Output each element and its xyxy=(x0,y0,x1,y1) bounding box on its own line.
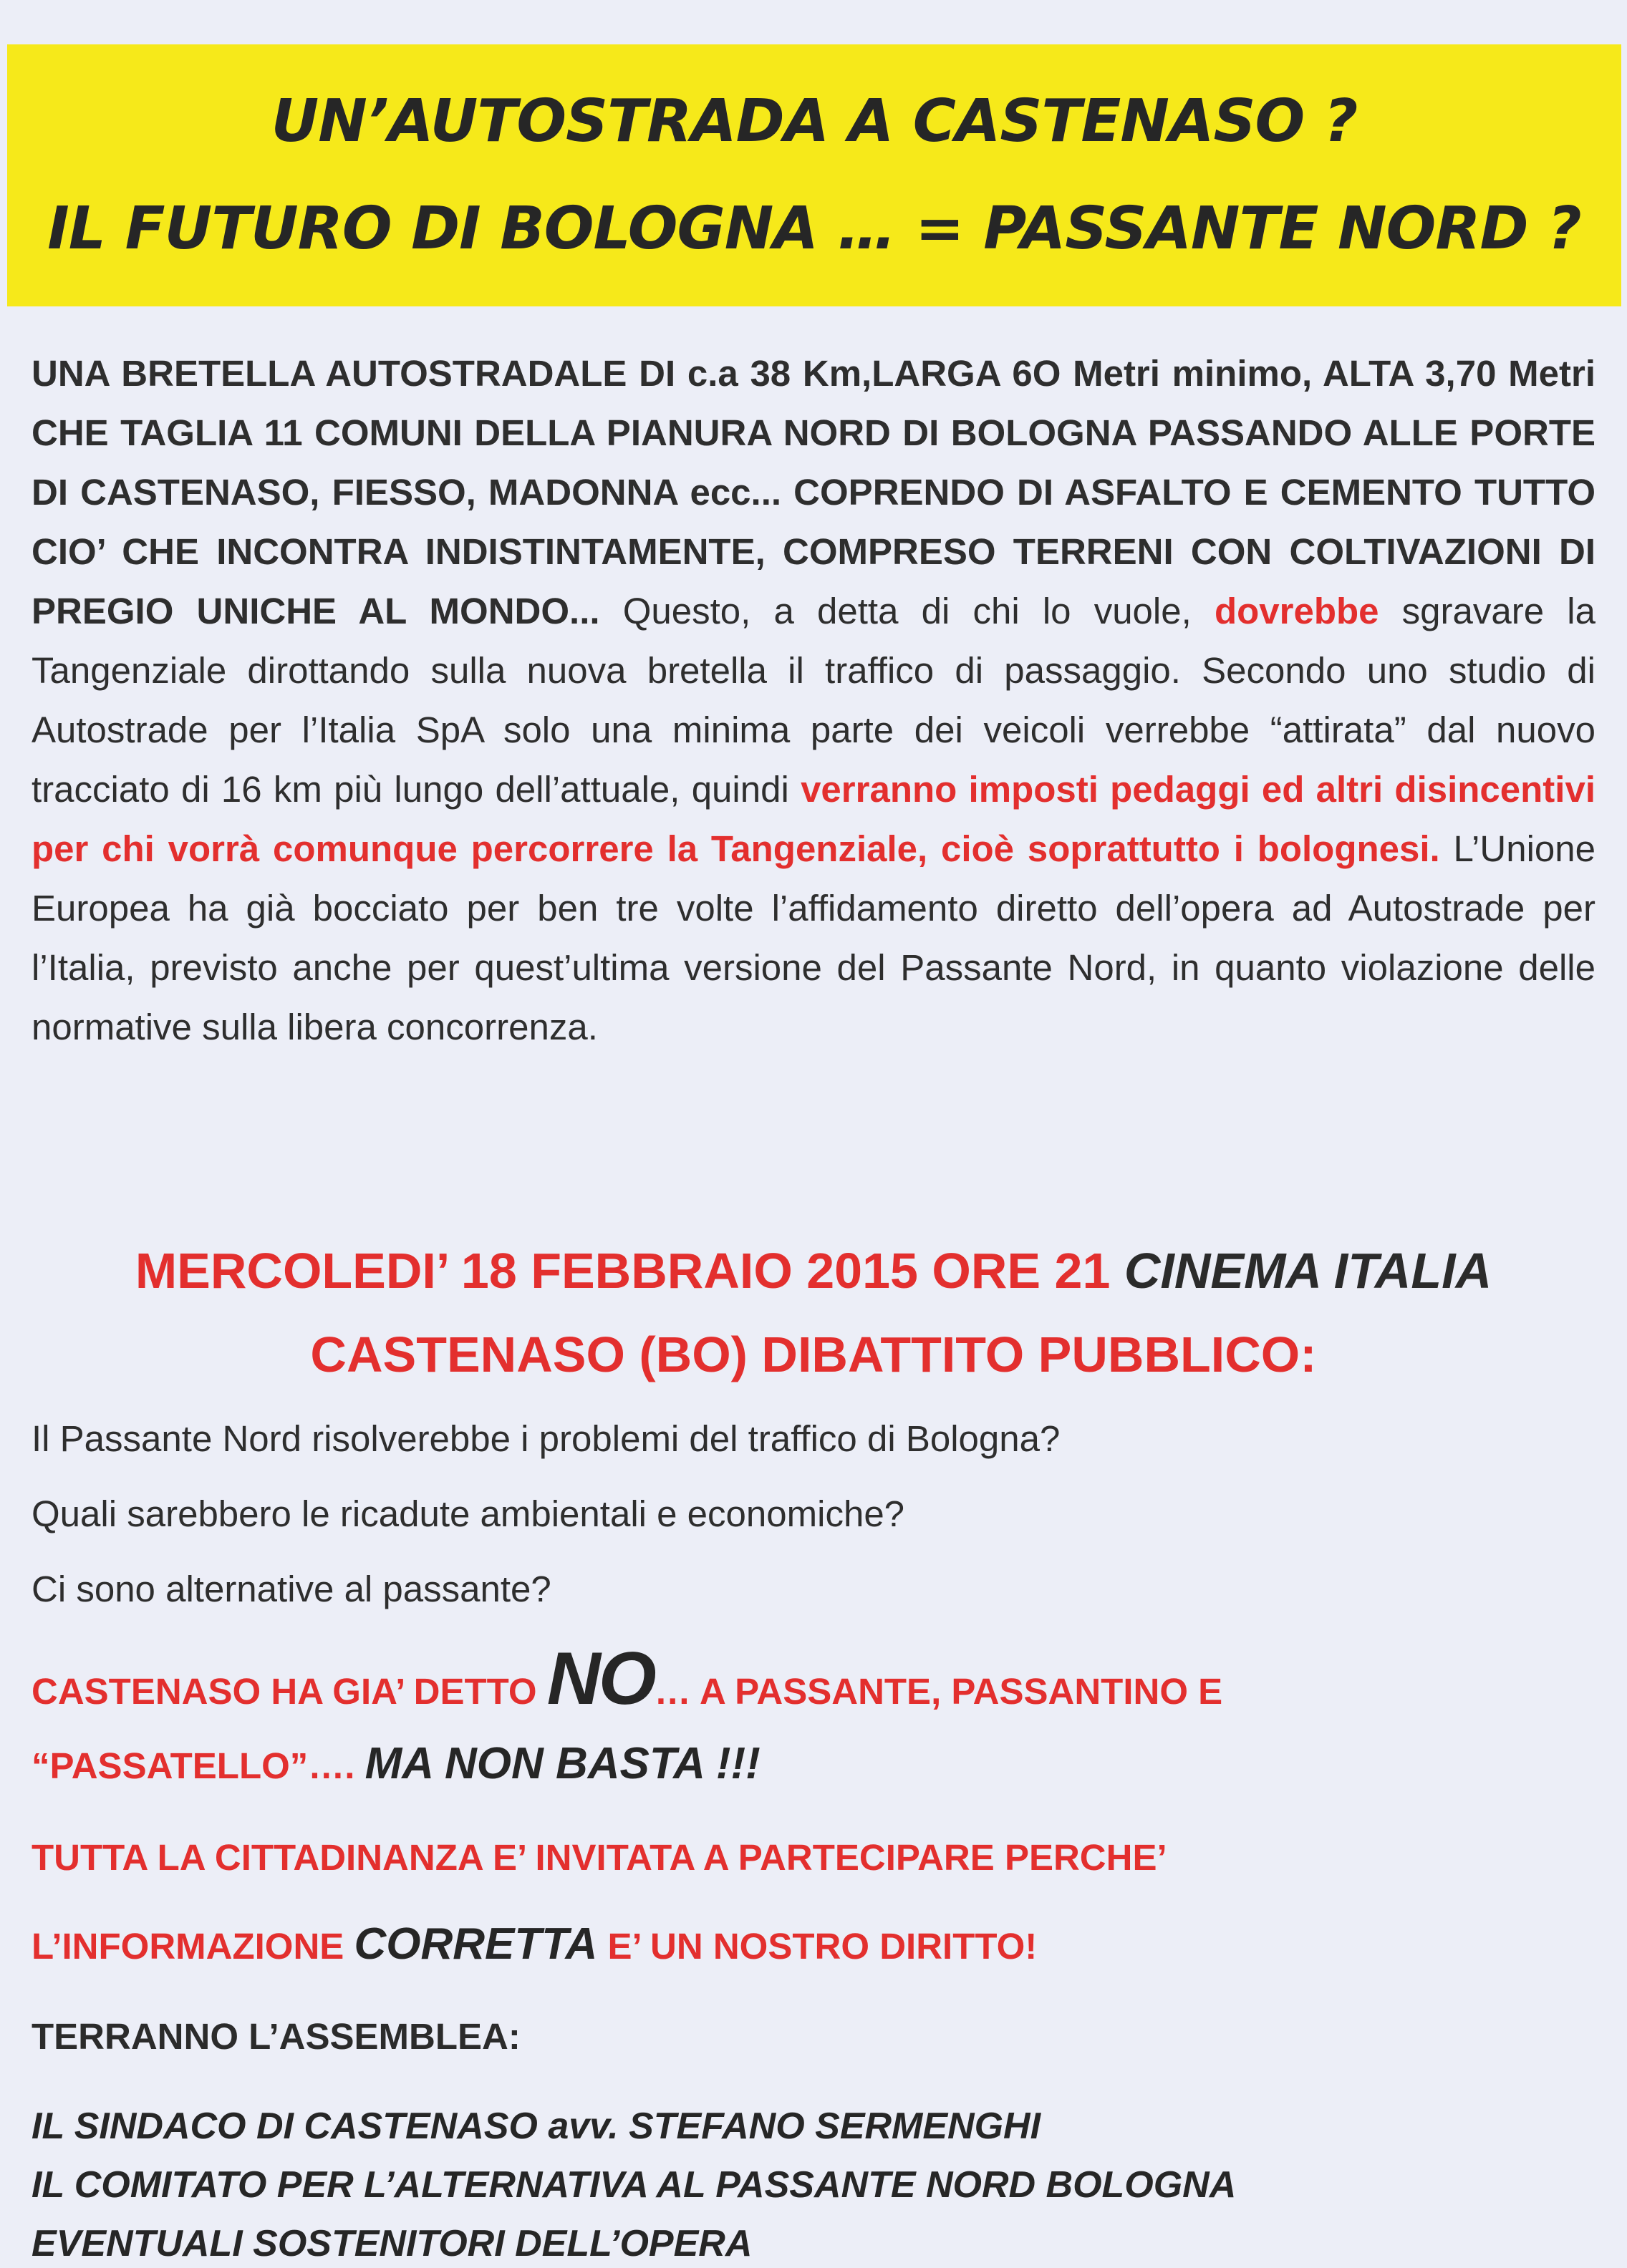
event-date: MERCOLEDI’ 18 FEBBRAIO 2015 ORE 21 xyxy=(135,1243,1124,1299)
event-title-line: CASTENASO (BO) DIBATTITO PUBBLICO: xyxy=(310,1327,1317,1382)
cta-line-1 xyxy=(32,1629,1222,1742)
event-date-line xyxy=(0,1242,1627,1299)
headline-line-2: IL FUTURO DI BOLOGNA … = PASSANTE NORD ? xyxy=(47,195,1581,263)
speaker-2: IL COMITATO PER L’ALTERNATIVA AL PASSANTE NORD BOLOGNA xyxy=(32,2164,1237,2206)
intro-red-sentence: verranno imposti pedaggi ed altri disincentivi per chi vorrà comunque percorrere la Tangenziale, cioè soprattutto i bolognesi. xyxy=(32,769,1595,869)
intro-text-1: Questo, a detta di chi lo vuole, xyxy=(599,591,1215,631)
question-1: Il Passante Nord risolverebbe i problemi del traffico di Bologna? xyxy=(32,1418,1061,1459)
cta-no-word: NO xyxy=(546,1637,655,1720)
event-venue: CINEMA ITALIA xyxy=(1124,1243,1492,1299)
cta-line-4-end: E’ UN NOSTRO DIRITTO! xyxy=(597,1926,1038,1967)
headline-banner xyxy=(7,44,1621,306)
cta-line-2-start: “PASSATELLO”…. xyxy=(32,1745,365,1786)
intro-red-word: dovrebbe xyxy=(1214,591,1379,631)
question-2: Quali sarebbero le ricadute ambientali e economiche? xyxy=(32,1493,905,1534)
question-3: Ci sono alternative al passante? xyxy=(32,1569,551,1609)
cta-line-2-end: MA NON BASTA !!! xyxy=(364,1739,761,1788)
speaker-3: EVENTUALI SOSTENITORI DELL’OPERA xyxy=(32,2223,753,2264)
cta-line-1-start: CASTENASO HA GIA’ DETTO xyxy=(32,1671,547,1712)
speaker-1: IL SINDACO DI CASTENASO avv. STEFANO SERMENGHI xyxy=(32,2105,1041,2147)
intro-text-2: sgravare la Tangenziale dirottando sulla nuova bretella il traffico di passaggio. Secondo uno studio di Autostrade per l’Italia SpA solo una minima parte dei veicoli verrebbe “attirata” dal nuovo tracciato di 16 km più lungo dell’attuale, quindi xyxy=(32,591,1595,810)
intro-paragraph xyxy=(32,344,1595,1057)
cta-line-1-end: … A PASSANTE, PASSANTINO E xyxy=(654,1671,1223,1712)
assembly-heading: TERRANNO L’ASSEMBLEA: xyxy=(32,2016,521,2057)
intro-text-3: L’Unione Europea ha già bocciato per ben tre volte l’affidamento diretto dell’opera ad Autostrade per l’Italia, previsto anche per quest’ultima versione del Passante Nord, in quanto violazione delle normative sulla libera concorrenza. xyxy=(32,828,1596,1047)
cta-line-4-start: L’INFORMAZIONE xyxy=(32,1926,354,1967)
intro-bold-text: UNA BRETELLA AUTOSTRADALE DI c.a 38 Km,LARGA 6O Metri minimo, ALTA 3,70 Metri CHE TAGLIA 11 COMUNI DELLA PIANURA NORD DI BOLOGNA PASSANDO ALLE PORTE DI CASTENASO, FIESSO, MADONNA ecc... COPRENDO DI ASFALTO E CEMENTO TUTTO CIO’ CHE INCONTRA INDISTINTAMENTE, COMPRESO TERRENI CON COLTIVAZIONI DI PREGIO UNICHE AL MONDO... xyxy=(32,353,1595,631)
headline-line-1: UN’AUTOSTRADA A CASTENASO ? xyxy=(271,87,1358,155)
cta-line-4 xyxy=(32,1919,1037,1969)
cta-line-2 xyxy=(32,1738,761,1789)
cta-correct-word: CORRETTA xyxy=(354,1919,598,1969)
cta-line-3: TUTTA LA CITTADINANZA E’ INVITATA A PARTECIPARE PERCHE’ xyxy=(32,1837,1167,1878)
